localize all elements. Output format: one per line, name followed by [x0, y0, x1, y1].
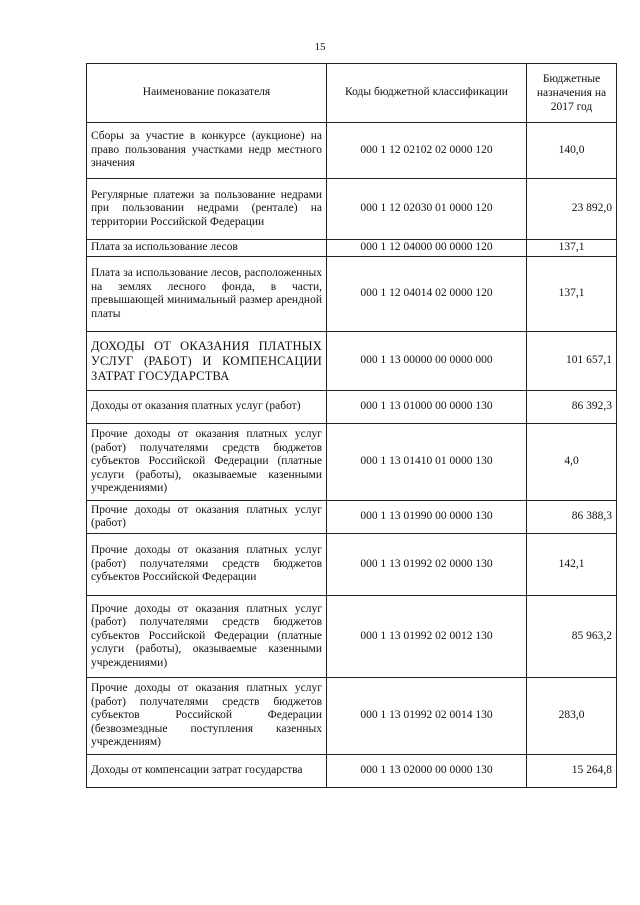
row-name: Регулярные платежи за пользование недрами при пользовании недрами (рентале) на территории Российской Федерации: [87, 179, 327, 240]
row-code: 000 1 13 00000 00 0000 000: [327, 332, 527, 391]
row-code: 000 1 13 01000 00 0000 130: [327, 391, 527, 424]
table-row: [87, 240, 617, 257]
row-name: Плата за использование лесов, расположенных на землях лесного фонда, в части, превышающей минимальный размер арендной платы: [87, 257, 327, 332]
header-indicator-name: Наименование показателя: [87, 64, 327, 123]
row-name: Прочие доходы от оказания платных услуг (работ) получателями средств бюджетов субъектов Российской Федерации (безвозмездные поступления казенных учреждениям): [87, 678, 327, 755]
table-row: [87, 257, 617, 332]
row-value: 283,0: [527, 678, 617, 755]
row-code: 000 1 12 02102 02 0000 120: [327, 123, 527, 179]
row-code: 000 1 12 02030 01 0000 120: [327, 179, 527, 240]
table-row: [87, 755, 617, 788]
row-value: 140,0: [527, 123, 617, 179]
row-name: Доходы от компенсации затрат государства: [87, 755, 327, 788]
budget-revenue-table: [86, 63, 617, 788]
row-code: 000 1 13 01990 00 0000 130: [327, 501, 527, 534]
row-value: 85 963,2: [527, 596, 617, 678]
row-value: 142,1: [527, 534, 617, 596]
table-row: [87, 596, 617, 678]
table-row: [87, 424, 617, 501]
row-name: Прочие доходы от оказания платных услуг (работ): [87, 501, 327, 534]
row-name: Плата за использование лесов: [87, 240, 327, 257]
row-name: Прочие доходы от оказания платных услуг (работ) получателями средств бюджетов субъектов Российской Федерации: [87, 534, 327, 596]
row-code: 000 1 13 01410 01 0000 130: [327, 424, 527, 501]
row-code: 000 1 13 01992 02 0012 130: [327, 596, 527, 678]
row-code: 000 1 12 04000 00 0000 120: [327, 240, 527, 257]
table-row: [87, 391, 617, 424]
row-name: Прочие доходы от оказания платных услуг (работ) получателями средств бюджетов субъектов Российской Федерации (платные услуги (работы), оказываемые казенными учреждениями): [87, 424, 327, 501]
row-value: 15 264,8: [527, 755, 617, 788]
row-value: 4,0: [527, 424, 617, 501]
header-budget-2017: Бюджетные назначения на 2017 год: [527, 64, 617, 123]
row-value: 23 892,0: [527, 179, 617, 240]
row-value: 86 388,3: [527, 501, 617, 534]
row-code: 000 1 13 01992 02 0000 130: [327, 534, 527, 596]
table-header-row: [87, 64, 617, 123]
page-number: 15: [314, 41, 326, 53]
table-row: [87, 534, 617, 596]
table-row: [87, 179, 617, 240]
row-name: Сборы за участие в конкурсе (аукционе) на право пользования участками недр местного значения: [87, 123, 327, 179]
row-name: ДОХОДЫ ОТ ОКАЗАНИЯ ПЛАТНЫХ УСЛУГ (РАБОТ) И КОМПЕНСАЦИИ ЗАТРАТ ГОСУДАРСТВА: [87, 332, 327, 391]
row-value: 101 657,1: [527, 332, 617, 391]
row-name: Прочие доходы от оказания платных услуг (работ) получателями средств бюджетов субъектов Российской Федерации (платные услуги (работы), оказываемые казенными учреждениями): [87, 596, 327, 678]
header-budget-codes: Коды бюджетной классификации: [327, 64, 527, 123]
table-row: [87, 501, 617, 534]
row-value: 86 392,3: [527, 391, 617, 424]
row-value: 137,1: [527, 257, 617, 332]
row-code: 000 1 13 01992 02 0014 130: [327, 678, 527, 755]
table-row: [87, 678, 617, 755]
table-row: [87, 123, 617, 179]
row-code: 000 1 13 02000 00 0000 130: [327, 755, 527, 788]
row-name: Доходы от оказания платных услуг (работ): [87, 391, 327, 424]
table-row-section: [87, 332, 617, 391]
row-code: 000 1 12 04014 02 0000 120: [327, 257, 527, 332]
row-value: 137,1: [527, 240, 617, 257]
